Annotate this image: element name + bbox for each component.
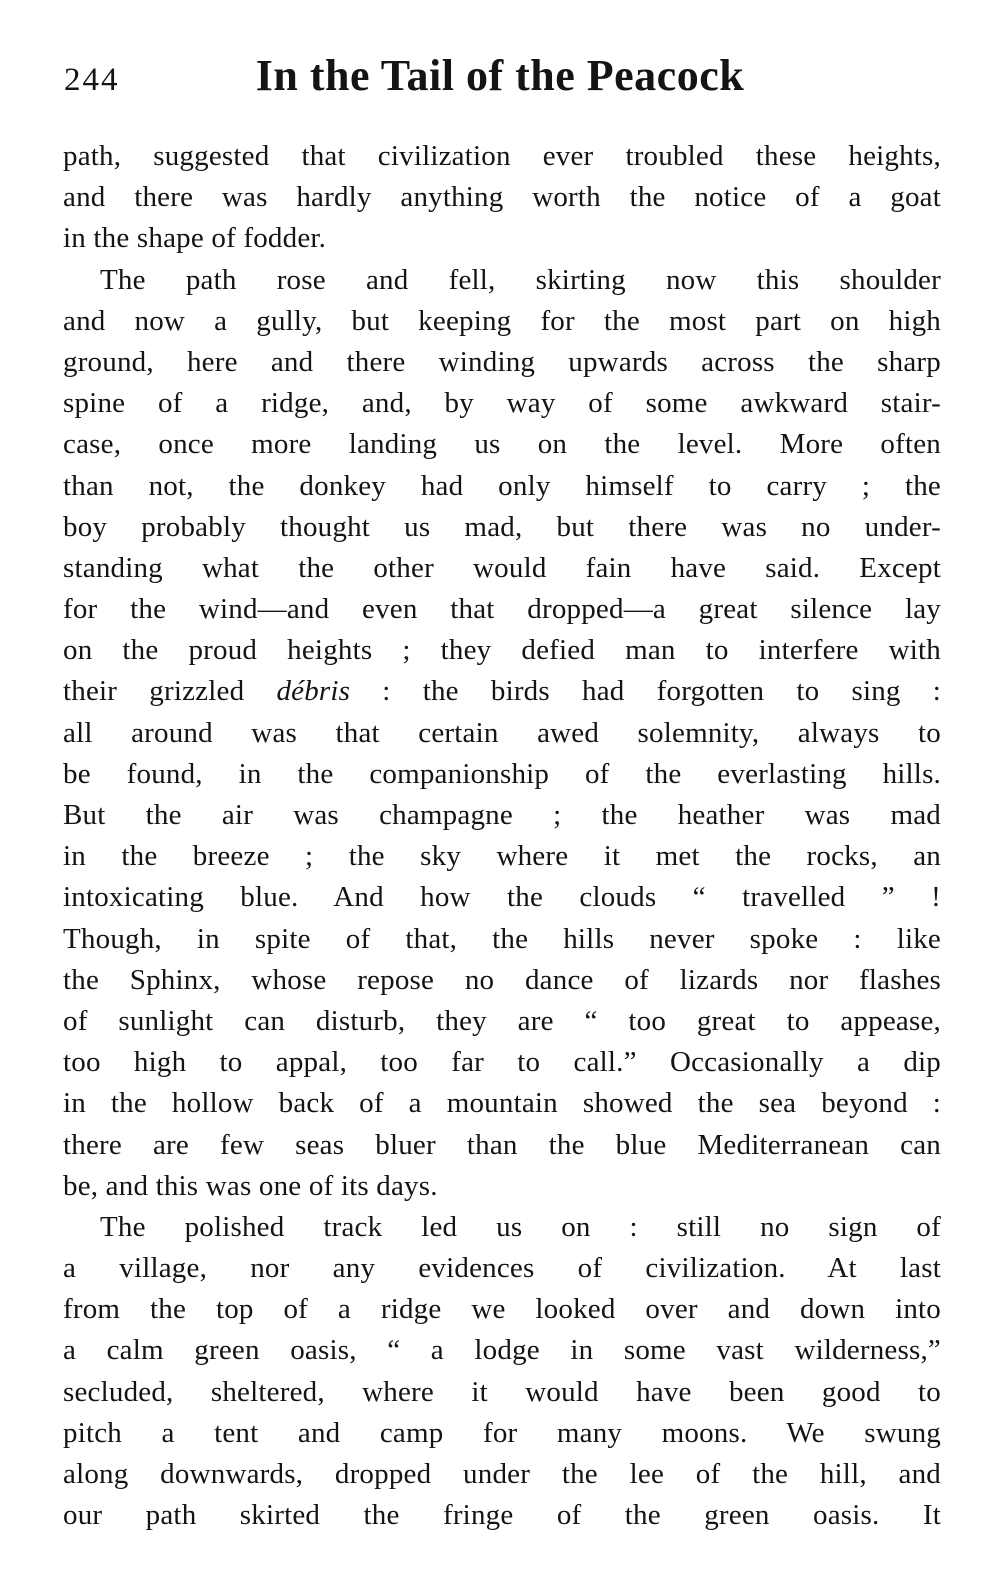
text-line: a calm green oasis, “ a lodge in some vast wilderness,” <box>63 1334 941 1367</box>
text-line: there are few seas bluer than the blue Mediterranean can <box>63 1128 941 1161</box>
text-line: for the wind—and even that dropped—a great silence lay <box>63 593 941 626</box>
text-line: too high to appal, too far to call.” Occasionally a dip <box>63 1046 941 1079</box>
text-line: The path rose and fell, skirting now this shoulder <box>100 263 941 296</box>
text-line: on the proud heights ; they defied man to interfere with <box>63 634 941 667</box>
text-line: intoxicating blue. And how the clouds “ travelled ” ! <box>63 881 941 914</box>
text-line: along downwards, dropped under the lee of the hill, and <box>63 1458 941 1490</box>
text-line: Though, in spite of that, the hills never spoke : like <box>63 922 941 955</box>
running-title: In the Tail of the Peacock <box>255 51 745 100</box>
text-line-with-italic <box>63 671 941 712</box>
text-line: in the breeze ; the sky where it met the rocks, an <box>63 840 941 873</box>
page-number: 244 <box>64 62 120 98</box>
text-line: of sunlight can disturb, they are “ too great to appease, <box>63 1004 941 1037</box>
text-line: ground, here and there winding upwards across the sharp <box>63 345 941 378</box>
text-line: from the top of a ridge we looked over and down into <box>63 1293 941 1326</box>
text-line: spine of a ridge, and, by way of some awkward stair- <box>63 387 941 420</box>
text-line: the Sphinx, whose repose no dance of lizards nor flashes <box>63 963 941 996</box>
text-line: case, once more landing us on the level. More often <box>63 428 941 461</box>
text-segment: their grizzled <box>63 675 277 708</box>
text-line: be found, in the companionship of the everlasting hills. <box>63 757 941 790</box>
text-line: our path skirted the fringe of the green oasis. It <box>63 1499 941 1532</box>
text-line: The polished track led us on : still no sign of <box>100 1210 941 1243</box>
text-line: and now a gully, but keeping for the most part on high <box>63 304 941 337</box>
text-line: be, and this was one of its days. <box>63 1169 438 1202</box>
text-line: But the air was champagne ; the heather was mad <box>63 799 941 831</box>
text-line: secluded, sheltered, where it would have been good to <box>63 1375 941 1408</box>
text-line: in the shape of fodder. <box>63 222 327 255</box>
text-line: pitch a tent and camp for many moons. We swung <box>63 1416 941 1449</box>
italic-word: débris <box>276 675 351 708</box>
text-line: than not, the donkey had only himself to carry ; the <box>63 469 941 502</box>
text-segment: : the birds had forgotten to sing : <box>350 675 942 708</box>
text-line: in the hollow back of a mountain showed the sea beyond : <box>63 1087 941 1120</box>
text-line: boy probably thought us mad, but there was no under- <box>63 510 941 543</box>
text-line: standing what the other would fain have said. Except <box>63 551 941 584</box>
text-line: and there was hardly anything worth the notice of a goat <box>63 181 941 214</box>
text-line: all around was that certain awed solemnity, always to <box>63 716 941 749</box>
page-text <box>63 136 941 1536</box>
text-line: a village, nor any evidences of civilization. At last <box>63 1252 941 1285</box>
text-line: path, suggested that civilization ever troubled these heights, <box>63 140 941 172</box>
